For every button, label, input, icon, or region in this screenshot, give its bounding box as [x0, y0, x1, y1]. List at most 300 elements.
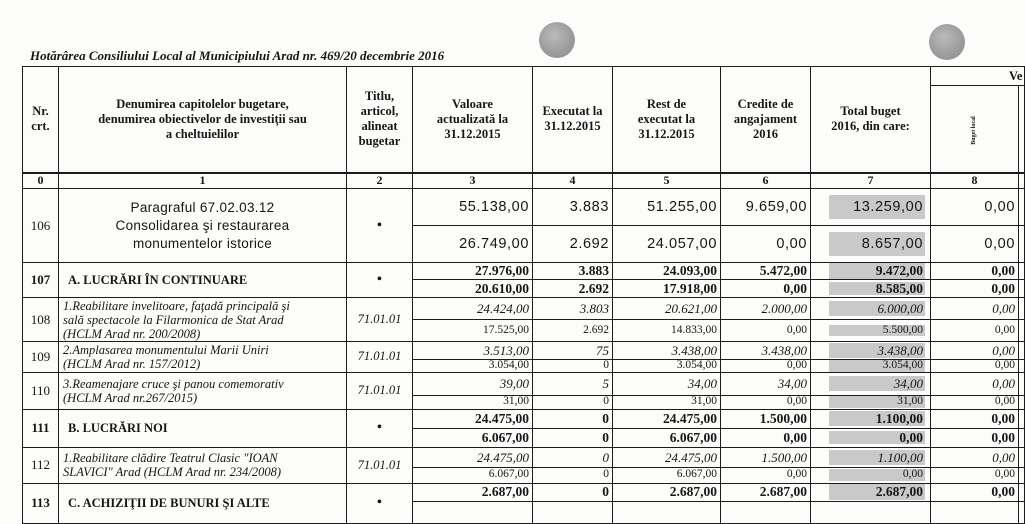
value-executat: 0 — [602, 484, 609, 500]
row-number-cell — [23, 447, 59, 483]
column-number-next — [1019, 173, 1025, 189]
value-cell-valoare-actualizata — [413, 280, 533, 298]
value-total-buget: 3.054,00 — [829, 360, 925, 372]
value-valoare-actualizata: 55.138,00 — [459, 198, 529, 215]
column-header-line: Valoare — [452, 96, 493, 111]
value-buget-local: 0,00 — [991, 484, 1015, 500]
table-row — [23, 342, 1025, 360]
value-cell-total-buget — [811, 226, 931, 263]
value-rest-de-executat: 24.093,00 — [663, 263, 717, 279]
value-cell-valoare-actualizata — [413, 483, 533, 501]
column-header-line: executat la — [637, 111, 696, 126]
value-valoare-actualizata: 27.976,00 — [475, 263, 529, 279]
column-header-line: 31.12.2015 — [444, 126, 501, 141]
item-name-line: (HCLM Arad nr. 200/2008) — [63, 326, 201, 341]
value-cell-rest-de-executat — [613, 298, 721, 320]
value-cell-credite-angajament — [721, 467, 811, 483]
value-cell-total-buget — [811, 320, 931, 342]
column-number: 5 — [663, 173, 670, 188]
value-cell-credite-angajament — [721, 342, 811, 360]
item-name-line: (HCLM Arad nr. 157/2012) — [63, 356, 201, 371]
column-header-line: a cheltuielilor — [165, 126, 240, 141]
row-number-cell — [23, 483, 59, 523]
value-cell-credite-angajament — [721, 263, 811, 280]
value-rest-de-executat: 20.621,00 — [665, 301, 717, 316]
table-row — [23, 483, 1025, 501]
budget-code: • — [377, 420, 382, 435]
item-name-line: monumentelor istorice — [132, 235, 273, 251]
value-cell-valoare-actualizata — [413, 467, 533, 483]
value-cell-valoare-actualizata — [413, 409, 533, 428]
column-header-credite-angajament — [721, 67, 811, 173]
item-name-line: (HCLM Arad nr.267/2015) — [63, 390, 198, 405]
value-cell-buget-local — [931, 360, 1019, 373]
value-valoare-actualizata: 17.525,00 — [483, 323, 529, 336]
value-rest-de-executat: 6.067,00 — [669, 429, 717, 445]
value-cell-executat — [533, 280, 613, 298]
next-column-cell — [1019, 395, 1025, 409]
column-number: 0 — [37, 173, 44, 188]
column-header-line: bugetar — [358, 134, 401, 149]
value-cell-valoare-actualizata — [413, 372, 533, 395]
item-name-line: Paragraful 67.02.03.12 — [130, 199, 275, 215]
value-cell-valoare-actualizata — [413, 360, 533, 373]
value-credite-angajament: 0,00 — [786, 468, 807, 481]
row-number-cell — [23, 263, 59, 298]
column-header-buget-local — [931, 86, 1019, 173]
value-rest-de-executat: 3.438,00 — [671, 343, 717, 358]
value-executat: 0 — [602, 429, 609, 445]
column-number: 1 — [199, 173, 206, 188]
value-buget-local: 0,00 — [991, 263, 1015, 279]
budget-code-cell — [347, 447, 413, 483]
column-number-total-buget — [811, 173, 931, 189]
next-column-cell — [1019, 280, 1025, 298]
budget-code-cell — [347, 483, 413, 523]
value-total-buget: 2.687,00 — [829, 484, 925, 500]
item-name-line: C. ACHIZIŢII DE BUNURI ŞI ALTE — [68, 496, 270, 510]
item-name-cell — [59, 263, 347, 298]
value-valoare-actualizata: 24.475,00 — [477, 449, 529, 465]
value-cell-credite-angajament — [721, 483, 811, 501]
value-cell-buget-local — [931, 263, 1019, 280]
value-cell-valoare-actualizata — [413, 189, 533, 226]
value-cell-total-buget — [811, 409, 931, 428]
value-rest-de-executat: 2.687,00 — [669, 484, 717, 500]
value-cell-buget-local — [931, 501, 1019, 523]
next-column-cell — [1019, 447, 1025, 467]
value-cell-credite-angajament — [721, 226, 811, 263]
value-cell-rest-de-executat — [613, 263, 721, 280]
value-cell-rest-de-executat — [613, 447, 721, 467]
value-cell-credite-angajament — [721, 189, 811, 226]
punch-hole — [539, 22, 575, 58]
column-number-denumire — [59, 173, 347, 189]
next-column-cell — [1019, 360, 1025, 373]
value-cell-total-buget — [811, 395, 931, 409]
column-header-executat — [533, 67, 613, 173]
item-name-line: 1.Reabilitare invelitoare, faţadă principală şi — [63, 298, 290, 313]
value-total-buget: 1.100,00 — [829, 450, 925, 465]
next-column-cell — [1019, 226, 1025, 263]
value-cell-valoare-actualizata — [413, 263, 533, 280]
column-header-denumire — [59, 67, 347, 173]
value-executat: 2.692 — [578, 280, 609, 296]
value-valoare-actualizata: 3.054,00 — [488, 359, 529, 371]
value-executat: 75 — [596, 343, 609, 358]
value-credite-angajament: 0,00 — [783, 280, 807, 296]
row-number-cell — [23, 342, 59, 373]
column-header-line: actualizată la — [436, 111, 509, 126]
value-buget-local: 0,00 — [994, 359, 1015, 371]
value-cell-executat — [533, 298, 613, 320]
value-total-buget: 8.585,00 — [829, 282, 925, 296]
value-cell-executat — [533, 189, 613, 226]
value-cell-total-buget — [811, 298, 931, 320]
value-cell-credite-angajament — [721, 409, 811, 428]
value-cell-executat — [533, 360, 613, 373]
row-number: 111 — [31, 420, 50, 435]
column-number-row — [23, 173, 1025, 189]
value-rest-de-executat: 14.833,00 — [671, 323, 717, 336]
value-valoare-actualizata: 2.687,00 — [481, 484, 529, 500]
item-name-line: sală spectacole la Filarmonica de Stat Arad — [63, 312, 284, 327]
value-cell-buget-local — [931, 320, 1019, 342]
value-cell-total-buget — [811, 428, 931, 447]
value-buget-local: 0,00 — [992, 343, 1015, 358]
value-executat: 2.692 — [583, 323, 609, 336]
item-name-line: Consolidarea şi restaurarea — [115, 217, 290, 233]
row-number: 106 — [30, 217, 51, 233]
value-credite-angajament: 9.659,00 — [745, 198, 807, 215]
next-column-cell — [1019, 428, 1025, 447]
column-number: 2 — [376, 173, 383, 188]
budget-code-cell — [347, 409, 413, 447]
budget-code: • — [377, 272, 382, 287]
item-name-cell — [59, 483, 347, 523]
value-cell-rest-de-executat — [613, 372, 721, 395]
punch-hole — [929, 24, 965, 60]
column-header-rest-de-executat — [613, 67, 721, 173]
value-executat: 0 — [602, 449, 609, 465]
value-valoare-actualizata: 39,00 — [499, 376, 529, 391]
value-valoare-actualizata: 6.067,00 — [481, 429, 529, 445]
budget-code-cell — [347, 189, 413, 263]
value-cell-buget-local — [931, 298, 1019, 320]
value-total-buget: 0,00 — [829, 469, 925, 481]
item-name-line: 2.Amplasarea monumentului Marii Uniri — [63, 342, 269, 357]
row-number-cell — [23, 298, 59, 342]
value-buget-local: 0,00 — [991, 429, 1015, 445]
column-header-line: Rest de — [646, 96, 687, 111]
column-header-line: crt. — [31, 119, 50, 134]
value-cell-credite-angajament — [721, 280, 811, 298]
row-number-cell — [23, 189, 59, 263]
value-total-buget: 31,00 — [829, 396, 925, 408]
value-cell-executat — [533, 447, 613, 467]
value-cell-valoare-actualizata — [413, 298, 533, 320]
column-number-buget-local — [931, 173, 1019, 189]
value-cell-buget-local — [931, 467, 1019, 483]
value-cell-rest-de-executat — [613, 428, 721, 447]
value-cell-executat — [533, 483, 613, 501]
table-row — [23, 409, 1025, 428]
column-header-line: Nr. — [32, 104, 49, 119]
value-buget-local: 0,00 — [992, 449, 1015, 465]
value-cell-total-buget — [811, 501, 931, 523]
row-number: 110 — [30, 382, 51, 398]
value-total-buget: 0,00 — [829, 431, 925, 445]
next-column-cell — [1019, 342, 1025, 360]
value-buget-local: 0,00 — [994, 395, 1015, 408]
next-column-cell — [1019, 501, 1025, 523]
value-cell-buget-local — [931, 428, 1019, 447]
next-column-cell — [1019, 298, 1025, 320]
column-header-line: Executat la — [542, 104, 603, 119]
budget-code-cell — [347, 372, 413, 409]
column-header-line: articol, — [360, 104, 399, 119]
column-header-line: Titlu, — [364, 89, 395, 104]
item-name-line: 3.Reamenajare cruce şi panou comemorativ — [63, 376, 284, 391]
value-cell-executat — [533, 501, 613, 523]
table-row — [23, 298, 1025, 320]
document-title: Hotărârea Consiliului Local al Municipiului Arad nr. 469/20 decembrie 2016 — [30, 48, 445, 63]
next-column-cell — [1019, 483, 1025, 501]
row-number: 112 — [30, 457, 51, 472]
budget-table-viewport — [22, 66, 1024, 510]
next-column-cell — [1019, 189, 1025, 226]
value-cell-executat — [533, 409, 613, 428]
value-cell-executat — [533, 226, 613, 263]
column-header-valoare-actualizata — [413, 67, 533, 173]
value-valoare-actualizata: 24.424,00 — [477, 301, 529, 316]
value-buget-local: 0,00 — [991, 410, 1015, 426]
table-row — [23, 263, 1025, 280]
column-number: 7 — [867, 173, 874, 188]
column-header-line: alineat — [361, 119, 398, 134]
budget-table — [22, 66, 1025, 524]
value-valoare-actualizata: 6.067,00 — [488, 468, 529, 481]
column-header-nr — [23, 67, 59, 173]
value-cell-executat — [533, 372, 613, 395]
value-cell-rest-de-executat — [613, 360, 721, 373]
item-name-cell — [59, 409, 347, 447]
value-cell-buget-local — [931, 395, 1019, 409]
value-rest-de-executat: 51.255,00 — [647, 198, 717, 215]
value-credite-angajament: 0,00 — [776, 235, 807, 252]
next-column-cell — [1019, 409, 1025, 428]
value-credite-angajament: 3.438,00 — [761, 343, 807, 358]
column-header-line: 31.12.2015 — [544, 119, 601, 134]
value-credite-angajament: 0,00 — [786, 359, 807, 371]
value-cell-executat — [533, 467, 613, 483]
value-cell-credite-angajament — [721, 428, 811, 447]
item-name-line: B. LUCRĂRI NOI — [68, 421, 168, 435]
value-buget-local: 0,00 — [992, 301, 1015, 316]
value-credite-angajament: 5.472,00 — [759, 263, 807, 279]
value-cell-rest-de-executat — [613, 501, 721, 523]
row-number: 108 — [30, 311, 51, 327]
row-number: 109 — [30, 348, 51, 364]
value-rest-de-executat: 24.475,00 — [665, 449, 717, 465]
item-name-line: A. LUCRĂRI ÎN CONTINUARE — [68, 273, 248, 287]
value-cell-rest-de-executat — [613, 226, 721, 263]
value-cell-buget-local — [931, 447, 1019, 467]
value-cell-credite-angajament — [721, 395, 811, 409]
column-header-total-buget — [811, 67, 931, 173]
value-credite-angajament: 0,00 — [786, 323, 807, 336]
value-credite-angajament: 2.000,00 — [761, 301, 807, 316]
column-number-rest-de-executat — [613, 173, 721, 189]
value-cell-credite-angajament — [721, 372, 811, 395]
budget-code: • — [377, 217, 382, 233]
value-cell-total-buget — [811, 467, 931, 483]
column-header-line: Buget local — [971, 116, 977, 145]
column-header-line: Total buget — [840, 104, 901, 119]
value-cell-total-buget — [811, 280, 931, 298]
value-cell-valoare-actualizata — [413, 428, 533, 447]
value-cell-credite-angajament — [721, 360, 811, 373]
value-rest-de-executat: 24.475,00 — [663, 410, 717, 426]
value-total-buget: 8.657,00 — [829, 232, 925, 257]
value-valoare-actualizata: 20.610,00 — [475, 280, 529, 296]
column-header-line: Credite de — [737, 96, 794, 111]
table-row — [23, 189, 1025, 226]
budget-code: • — [377, 495, 382, 510]
row-number-cell — [23, 409, 59, 447]
value-executat: 0 — [603, 395, 609, 408]
value-total-buget: 34,00 — [829, 376, 925, 391]
item-name-cell — [59, 342, 347, 373]
value-total-buget: 9.472,00 — [829, 263, 925, 279]
value-cell-rest-de-executat — [613, 280, 721, 298]
column-number: 4 — [569, 173, 576, 188]
value-cell-buget-local — [931, 280, 1019, 298]
value-executat: 3.883 — [578, 263, 609, 279]
value-cell-total-buget — [811, 342, 931, 360]
value-buget-local: 0,00 — [984, 198, 1015, 215]
item-name-cell — [59, 447, 347, 483]
value-executat: 2.692 — [569, 235, 609, 252]
value-credite-angajament: 2.687,00 — [759, 484, 807, 500]
value-rest-de-executat: 17.918,00 — [663, 280, 717, 296]
value-cell-valoare-actualizata — [413, 342, 533, 360]
value-executat: 0 — [602, 410, 609, 426]
value-credite-angajament: 34,00 — [777, 376, 807, 391]
value-cell-total-buget — [811, 189, 931, 226]
column-header-line: Denumirea capitolelor bugetare, — [116, 96, 289, 111]
value-credite-angajament: 0,00 — [786, 395, 807, 408]
value-cell-valoare-actualizata — [413, 320, 533, 342]
budget-code: 71.01.01 — [357, 383, 402, 397]
column-number: 8 — [971, 173, 978, 188]
value-cell-total-buget — [811, 372, 931, 395]
item-name-cell — [59, 298, 347, 342]
value-valoare-actualizata: 3.513,00 — [483, 343, 529, 358]
column-header-line: denumirea obiectivelor de investiţii sau — [98, 111, 307, 126]
value-executat: 3.883 — [569, 198, 609, 215]
value-cell-credite-angajament — [721, 447, 811, 467]
value-valoare-actualizata: 31,00 — [503, 395, 529, 408]
value-cell-credite-angajament — [721, 298, 811, 320]
column-header-next — [1019, 86, 1025, 173]
table-row — [23, 372, 1025, 395]
value-buget-local: 0,00 — [992, 376, 1015, 391]
value-cell-executat — [533, 428, 613, 447]
value-cell-credite-angajament — [721, 320, 811, 342]
value-cell-buget-local — [931, 483, 1019, 501]
value-cell-rest-de-executat — [613, 409, 721, 428]
item-name-line: 1.Reabilitare clădire Teatrul Clasic "IOAN — [63, 451, 278, 465]
value-cell-total-buget — [811, 263, 931, 280]
column-group-header-label: Ve — [1009, 69, 1023, 83]
value-cell-valoare-actualizata — [413, 447, 533, 467]
value-executat: 5 — [602, 376, 609, 391]
value-executat: 3.803 — [579, 301, 609, 316]
value-cell-buget-local — [931, 226, 1019, 263]
value-cell-rest-de-executat — [613, 467, 721, 483]
value-cell-executat — [533, 395, 613, 409]
next-column-cell — [1019, 372, 1025, 395]
value-cell-rest-de-executat — [613, 320, 721, 342]
budget-code-cell — [347, 342, 413, 373]
budget-code: 71.01.01 — [357, 312, 402, 326]
value-cell-valoare-actualizata — [413, 501, 533, 523]
row-number-cell — [23, 372, 59, 409]
column-header-line: 2016, din care: — [831, 119, 910, 134]
item-name-cell — [59, 372, 347, 409]
value-credite-angajament: 1.500,00 — [759, 410, 807, 426]
budget-code: 71.01.01 — [357, 349, 402, 364]
header-row — [23, 67, 1025, 86]
value-rest-de-executat: 34,00 — [687, 376, 717, 391]
value-cell-credite-angajament — [721, 501, 811, 523]
value-cell-rest-de-executat — [613, 483, 721, 501]
value-cell-rest-de-executat — [613, 395, 721, 409]
column-number: 6 — [762, 173, 769, 188]
value-cell-executat — [533, 263, 613, 280]
value-total-buget: 3.438,00 — [829, 343, 925, 358]
value-buget-local: 0,00 — [984, 235, 1015, 252]
item-name-line: SLAVICI" Arad (HCLM Arad nr. 234/2008) — [63, 465, 282, 479]
next-column-cell — [1019, 467, 1025, 483]
column-header-line: 2016 — [753, 126, 778, 141]
value-cell-total-buget — [811, 360, 931, 373]
value-cell-buget-local — [931, 409, 1019, 428]
value-valoare-actualizata: 24.475,00 — [475, 410, 529, 426]
next-column-cell — [1019, 263, 1025, 280]
column-number-credite-angajament — [721, 173, 811, 189]
value-total-buget: 13.259,00 — [829, 195, 925, 220]
column-number-valoare-actualizata — [413, 173, 533, 189]
row-number: 107 — [30, 272, 51, 287]
budget-code-cell — [347, 263, 413, 298]
value-cell-buget-local — [931, 342, 1019, 360]
budget-code: 71.01.01 — [357, 457, 402, 472]
item-name-cell — [59, 189, 347, 263]
value-executat: 0 — [603, 359, 609, 371]
column-number-titlu-articol — [347, 173, 413, 189]
value-credite-angajament: 1.500,00 — [761, 449, 807, 465]
value-cell-buget-local — [931, 372, 1019, 395]
value-buget-local: 0,00 — [994, 323, 1015, 336]
value-cell-total-buget — [811, 483, 931, 501]
column-group-header — [931, 67, 1025, 86]
value-executat: 0 — [603, 468, 609, 481]
column-number-nr — [23, 173, 59, 189]
value-buget-local: 0,00 — [994, 468, 1015, 481]
value-rest-de-executat: 3.054,00 — [676, 359, 717, 371]
